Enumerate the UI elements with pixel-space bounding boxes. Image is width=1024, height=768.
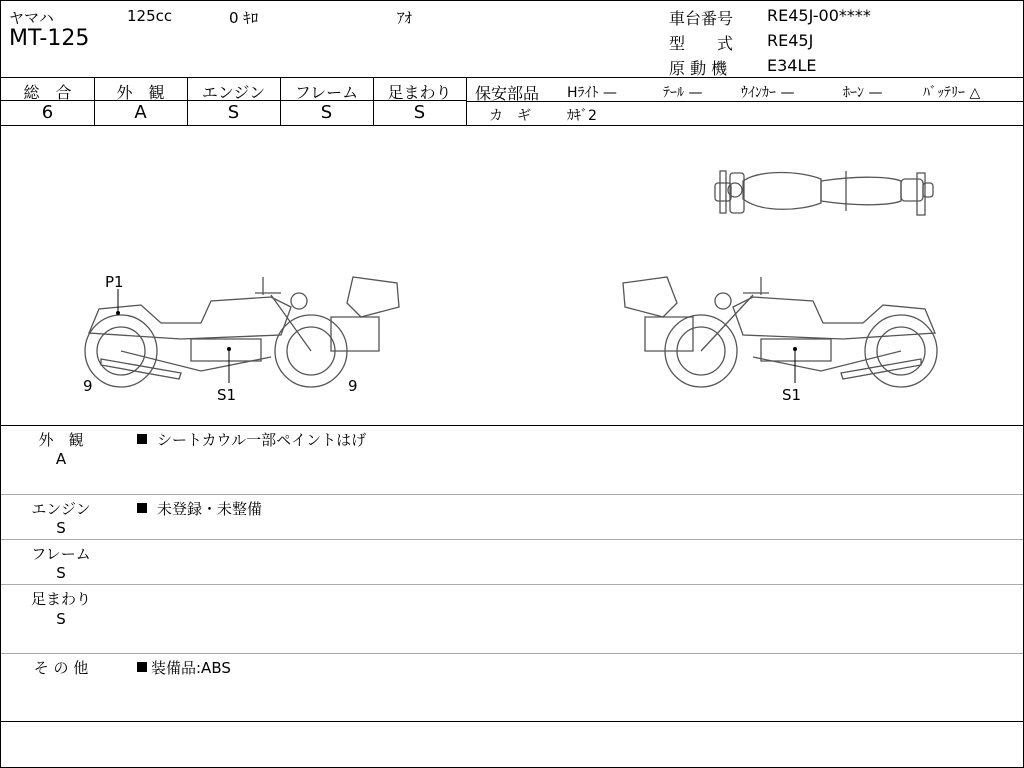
grade-suspension-value: S — [413, 102, 426, 123]
section-engine-grade: S — [56, 519, 66, 537]
section-divider — [1, 494, 1023, 495]
section-other-label: そ の 他 — [33, 659, 89, 677]
winker-status: ｳｲﾝｶｰ — — [741, 85, 795, 101]
footer-line — [1, 721, 1023, 722]
bullet-square-icon — [137, 503, 147, 513]
section-divider — [1, 539, 1023, 540]
section-suspension-label: 足まわり — [30, 590, 91, 608]
damage-mark-9-rear: 9 — [348, 377, 358, 395]
grade-total-label: 総 合 — [23, 83, 72, 102]
grade-engine-label: エンジン — [201, 83, 266, 102]
type-value: RE45J — [767, 31, 814, 50]
engine-value: E34LE — [767, 56, 817, 75]
color-text: ｱｵ — [397, 9, 413, 27]
grade-total-value: 6 — [41, 102, 54, 123]
grade-exterior-label: 外 観 — [116, 83, 165, 102]
section-exterior-label: 外 観 — [38, 431, 84, 449]
grade-engine-value: S — [227, 102, 240, 123]
safety-mid-line — [466, 101, 1023, 102]
section-suspension-grade: S — [56, 610, 66, 628]
right-side-motorcycle-icon — [623, 277, 937, 387]
section-divider — [1, 584, 1023, 585]
damage-mark-9-front: 9 — [83, 377, 93, 395]
frame-no-label: 車台番号 — [669, 9, 734, 28]
section-frame-grade: S — [56, 564, 66, 582]
frame-no-value: RE45J-00**** — [767, 6, 871, 25]
key-value: ｶｷﾞ2 — [567, 108, 597, 124]
damage-mark-p1: P1 — [105, 273, 124, 291]
battery-status: ﾊﾞｯﾃﾘｰ △ — [923, 85, 981, 101]
section-frame-label: フレーム — [31, 545, 91, 563]
mileage-text: 0 ｷﾛ — [229, 9, 259, 27]
grade-bottom-line — [1, 125, 1023, 126]
taillight-status: ﾃｰﾙ — — [663, 85, 703, 101]
section-exterior-grade: A — [55, 450, 67, 468]
horn-status: ﾎｰﾝ — — [843, 85, 883, 101]
grade-suspension-label: 足まわり — [387, 83, 452, 102]
header-divider — [1, 77, 1023, 78]
section-engine-label: エンジン — [31, 500, 91, 518]
grade-mid-line — [1, 100, 466, 101]
type-label: 型 式 — [669, 34, 734, 53]
left-side-motorcycle-icon — [85, 277, 399, 387]
section-exterior-note: シートカウル一部ペイントはげ — [137, 429, 366, 450]
motorcycle-diagram — [1, 127, 1023, 425]
grade-exterior-value: A — [134, 102, 147, 123]
bullet-square-icon — [137, 662, 147, 672]
damage-mark-s1-left: S1 — [217, 386, 237, 404]
maker-text: ヤマハ — [9, 9, 54, 27]
section-other-note: 装備品:ABS — [137, 657, 231, 678]
top-view-motorcycle-icon — [715, 171, 933, 215]
grade-frame-label: フレーム — [294, 83, 359, 102]
headlight-status: Hﾗｲﾄ — — [567, 85, 617, 101]
key-label: カ ギ — [489, 108, 531, 124]
section-engine-note: 未登録・未整備 — [137, 498, 262, 519]
safety-label: 保安部品 — [475, 84, 540, 103]
bullet-square-icon — [137, 434, 147, 444]
model-name: MT-125 — [9, 26, 90, 51]
diagram-bottom-line — [1, 425, 1023, 426]
displacement-text: 125cc — [127, 7, 173, 25]
grade-frame-value: S — [320, 102, 333, 123]
section-divider — [1, 653, 1023, 654]
engine-label: 原 動 機 — [669, 59, 728, 78]
damage-mark-s1-right: S1 — [782, 386, 802, 404]
